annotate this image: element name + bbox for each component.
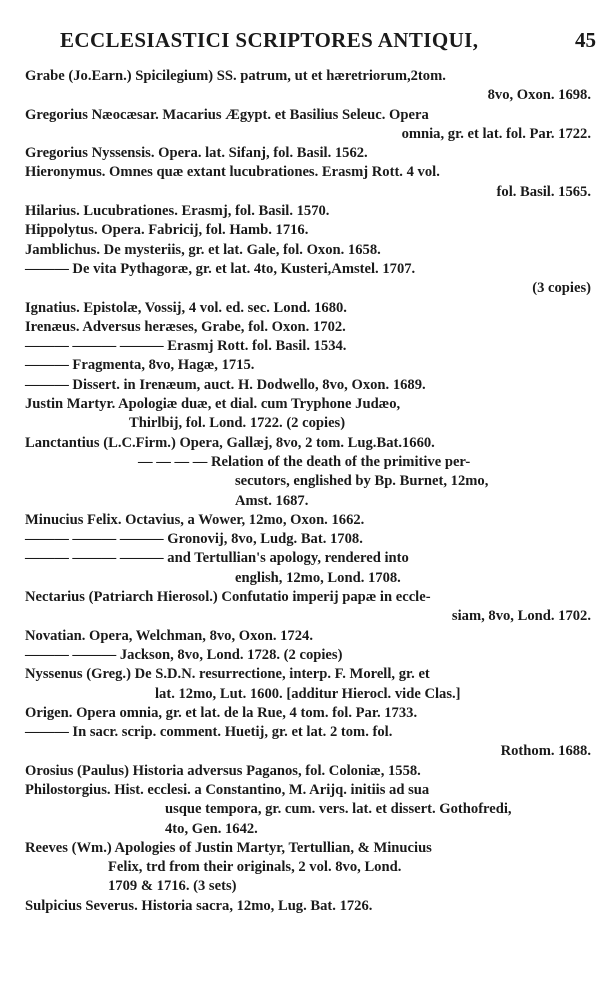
catalogue-entry-origen [25, 704, 591, 762]
entry-line: Nyssenus (Greg.) De S.D.N. resurrectione, interp. F. Morell, gr. et [25, 666, 430, 683]
catalogue-entry-novatian [25, 627, 591, 646]
entry-line: Rothom. 1688. [500, 743, 591, 760]
entry-line: Thirlbij, fol. Lond. 1722. (2 copies) [129, 415, 346, 432]
catalogue-entry-hilarius [25, 202, 591, 221]
entry-line: ——— In sacr. scrip. comment. Huetij, gr. et lat. 2 tom. fol. [25, 724, 393, 741]
running-title: ECCLESIASTICI SCRIPTORES ANTIQUI, [60, 28, 479, 52]
catalogue-entry-philostorgius [25, 781, 591, 839]
entry-line: Jamblichus. De mysteriis, gr. et lat. Gale, fol. Oxon. 1658. [25, 241, 381, 258]
catalogue-entry-orosius [25, 762, 591, 781]
catalogue-entry-irenaeus-dissert [25, 376, 591, 395]
catalogue-entry-jamblichus-vita [25, 260, 591, 299]
entry-line: Gregorius Nyssensis. Opera. lat. Sifanj, fol. Basil. 1562. [25, 145, 368, 162]
entry-line: 4to, Gen. 1642. [165, 820, 258, 837]
entry-line: Ignatius. Epistolæ, Vossij, 4 vol. ed. sec. Lond. 1680. [25, 299, 347, 316]
entry-line: Felix, trd from their originals, 2 vol. 8vo, Lond. [108, 859, 402, 876]
catalogue-entry-novatian-jackson [25, 646, 591, 665]
catalogue-entry-hieronymus [25, 163, 591, 202]
entry-line: fol. Basil. 1565. [496, 183, 591, 200]
catalogue-entry-irenaeus [25, 318, 591, 337]
entry-line: Orosius (Paulus) Historia adversus Paganos, fol. Coloniæ, 1558. [25, 762, 421, 779]
entry-line: ——— De vita Pythagoræ, gr. et lat. 4to, Kusteri,Amstel. 1707. [25, 260, 416, 277]
entry-line: ——— ——— ——— and Tertullian's apology, rendered into [25, 550, 409, 567]
entry-line: Amst. 1687. [235, 492, 309, 509]
entry-line: ——— Fragmenta, 8vo, Hagæ, 1715. [25, 357, 255, 374]
catalogue-entry-sulpicius-severus [25, 897, 591, 916]
catalogue-entry-jamblichus [25, 241, 591, 260]
entry-line: Novatian. Opera, Welchman, 8vo, Oxon. 1724. [25, 627, 313, 644]
page-number: 45 [575, 28, 596, 52]
entry-line: ——— Dissert. in Irenæum, auct. H. Dodwello, 8vo, Oxon. 1689. [25, 376, 426, 393]
entry-line: secutors, englished by Bp. Burnet, 12mo, [235, 473, 489, 490]
catalogue-entry-gregorius-neocaesar [25, 106, 591, 145]
entry-line: 8vo, Oxon. 1698. [487, 87, 591, 104]
entry-line: Grabe (Jo.Earn.) Spicilegium) SS. patrum, ut et hæretriorum,2tom. [25, 68, 446, 84]
entry-line: Hilarius. Lucubrationes. Erasmj, fol. Basil. 1570. [25, 203, 330, 220]
entry-line: 1709 & 1716. (3 sets) [108, 878, 237, 895]
catalogue-entry-hippolytus [25, 221, 591, 240]
catalogue-entries [25, 67, 591, 916]
catalogue-entry-lactantius [25, 434, 591, 511]
entry-line: lat. 12mo, Lut. 1600. [additur Hierocl. vide Clas.] [155, 685, 461, 702]
entry-line: Irenæus. Adversus heræses, Grabe, fol. Oxon. 1702. [25, 318, 346, 335]
entry-line: Gregorius Næocæsar. Macarius Ægypt. et Basilius Seleuc. Opera [25, 106, 429, 123]
catalogue-entry-reeves [25, 839, 591, 897]
catalogue-entry-nectarius [25, 588, 591, 627]
entry-line: Philostorgius. Hist. ecclesi. a Constantino, M. Arijq. initiis ad sua [25, 781, 430, 798]
catalogue-entry-minucius-tertullian [25, 549, 591, 588]
catalogue-entry-ignatius [25, 299, 591, 318]
entry-line: (3 copies) [532, 280, 591, 297]
entry-line: Justin Martyr. Apologiæ duæ, et dial. cum Tryphone Judæo, [25, 396, 401, 413]
entry-line: usque tempora, gr. cum. vers. lat. et dissert. Gothofredi, [165, 801, 512, 818]
catalogue-entry-minucius-gronovij [25, 530, 591, 549]
entry-line: Reeves (Wm.) Apologies of Justin Martyr, Tertullian, & Minucius [25, 839, 432, 856]
entry-line: — — — — Relation of the death of the primitive per- [138, 453, 471, 470]
entry-line: Lanctantius (L.C.Firm.) Opera, Gallæj, 8vo, 2 tom. Lug.Bat.1660. [25, 434, 435, 451]
catalogue-entry-gregorius-nyssensis [25, 144, 591, 163]
entry-line: english, 12mo, Lond. 1708. [235, 569, 401, 586]
catalogue-entry-justin-martyr [25, 395, 591, 434]
catalogue-entry-grabe [25, 67, 591, 106]
entry-line: ——— ——— ——— Erasmj Rott. fol. Basil. 1534. [25, 338, 347, 355]
entry-line: Nectarius (Patriarch Hierosol.) Confutatio imperij papæ in eccle- [25, 589, 431, 606]
entry-line: Minucius Felix. Octavius, a Wower, 12mo, Oxon. 1662. [25, 511, 365, 528]
entry-line: omnia, gr. et lat. fol. Par. 1722. [401, 125, 591, 142]
entry-line: Hieronymus. Omnes quæ extant lucubrationes. Erasmj Rott. 4 vol. [25, 164, 440, 181]
entry-line: Hippolytus. Opera. Fabricij, fol. Hamb. 1716. [25, 222, 309, 239]
entry-line: ——— ——— Jackson, 8vo, Lond. 1728. (2 copies) [25, 646, 343, 663]
entry-line: ——— ——— ——— Gronovij, 8vo, Ludg. Bat. 1708. [25, 531, 363, 548]
catalogue-entry-irenaeus-erasmj [25, 337, 591, 356]
entry-line: siam, 8vo, Lond. 1702. [451, 608, 591, 625]
catalogue-entry-minucius-felix [25, 511, 591, 530]
entry-line: Origen. Opera omnia, gr. et lat. de la Rue, 4 tom. fol. Par. 1733. [25, 704, 418, 721]
running-header [60, 28, 600, 54]
catalogue-entry-nyssenus [25, 665, 591, 704]
catalogue-entry-irenaeus-fragmenta [25, 356, 591, 375]
entry-line: Sulpicius Severus. Historia sacra, 12mo, Lug. Bat. 1726. [25, 897, 373, 914]
